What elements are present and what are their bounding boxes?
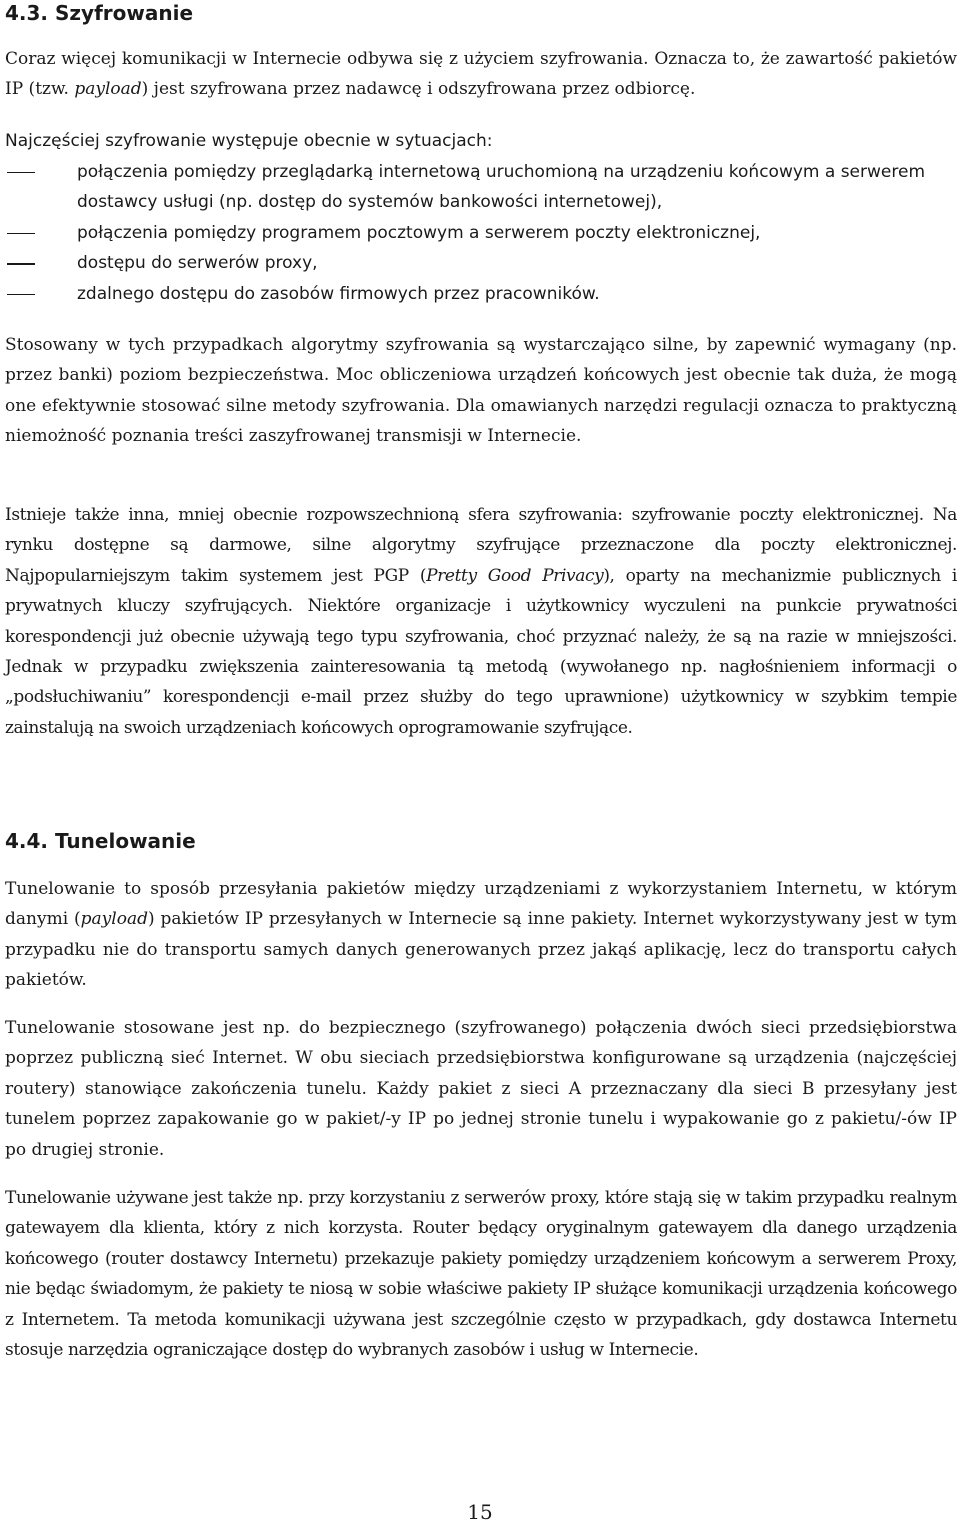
text-run: Coraz więcej komunikacji w Internecie odbywa się z użyciem szyfrowania. Oznacza to, że zawartość pakietów IP (tzw. bbox=[5, 49, 957, 100]
list-item-text: połączenia pomiędzy programem pocztowym a serwerem poczty elektronicznej, bbox=[77, 222, 761, 243]
paragraph-tunneling-definition bbox=[5, 874, 957, 996]
heading-encryption: 4.3. Szyfrowanie bbox=[5, 1, 194, 25]
italic-term-payload: payload bbox=[80, 909, 148, 930]
list-item-text: dostępu do serwerów proxy, bbox=[77, 253, 318, 274]
paragraph-tunneling-proxy: Tunelowanie używane jest także np. przy korzystaniu z serwerów proxy, które stają się w takim przypadku realnym gatewayem dla klienta, który z nich korzysta. Router będący oryginalnym gatewayem dla danego urządzenia końcowego (router dostawcy Internetu) przekazuje pakiety pomiędzy urządzeniem końcowym a serwerem Proxy, nie będąc świadomym, że pakiety te niosą w sobie właściwe pakiety IP służące komunikacji urządzenia końcowego z Internetem. Ta metoda komunikacji używana jest szczególnie często w przypadkach, gdy dostawca Internetu stosuje narzędzia ograniczające dostęp do wybranych zasobów i usług w Internecie. bbox=[5, 1188, 957, 1361]
list-item-text: połączenia pomiędzy przeglądarką internetową uruchomioną na urządzeniu końcowym a serwerem dostawcy usługi (np. dostęp do systemów bankowości internetowej), bbox=[77, 162, 925, 213]
list-intro: Najczęściej szyfrowanie występuje obecnie w sytuacjach: bbox=[5, 131, 493, 151]
text-run: Tunelowanie to sposób przesyłania pakietów między urządzeniami z wykorzystaniem Internetu, w którym danymi ( bbox=[5, 879, 957, 930]
list-item bbox=[5, 218, 957, 248]
dash-bullet-icon bbox=[7, 263, 35, 264]
paragraph-encryption-strength: Stosowany w tych przypadkach algorytmy szyfrowania są wystarczająco silne, by zapewnić wymagany (np. przez banki) poziom bezpieczeństwa. Moc obliczeniowa urządzeń końcowych jest obecnie tak duża, że mogą one efektywnie stosować silne metody szyfrowania. Dla omawianych narzędzi regulacji oznacza to praktyczną niemożność poznania treści zaszyfrowanej transmisji w Internecie. bbox=[5, 335, 957, 447]
dash-bullet-icon bbox=[7, 294, 35, 295]
encryption-situations-list bbox=[5, 157, 957, 309]
paragraph-tunneling-usage: Tunelowanie stosowane jest np. do bezpiecznego (szyfrowanego) połączenia dwóch sieci przedsiębiorstwa poprzez publiczną sieć Internet. W obu sieciach przedsiębiorstwa konfigurowane są urządzenia (najczęściej routery) stanowiące zakończenia tunelu. Każdy pakiet z sieci A przeznaczany dla sieci B przesyłany jest tunelem poprzez zapakowanie go w pakiet/-y IP po jednej stronie tunelu i wypakowanie go z pakietu/-ów IP po drugiej stronie. bbox=[5, 1018, 957, 1160]
text-run: ), oparty na mechanizmie publicznych i prywatnych kluczy szyfrujących. Niektóre organizacje i użytkownicy wyczuleni na punkcie prywatności korespondencji już obecnie używają tego typu szyfrowania, choć przyznać należy, że są na razie w mniejszości. Jednak w przypadku zwiększenia zainteresowania tą metodą (wywołanego np. nagłośnieniem informacji o „podsłuchiwaniu” korespondencji e-mail przez służby do tego uprawnione) użytkownicy w szybkim tempie zainstalują na swoich urządzeniach końcowych oprogramowanie szyfrujące. bbox=[5, 565, 957, 738]
list-item bbox=[5, 279, 957, 309]
text-run: ) jest szyfrowana przez nadawcę i odszyfrowana przez odbiorcę. bbox=[141, 79, 696, 100]
page-number: 15 bbox=[467, 1500, 493, 1524]
text-run: Istnieje także inna, mniej obecnie rozpowszechnioną sfera szyfrowania: szyfrowanie poczty elektronicznej. Na rynku dostępne są darmowe, silne algorytmy szyfrujące przeznaczone dla poczty elektronicznej. Najpopularniejszym takim systemem jest PGP ( bbox=[5, 505, 957, 586]
list-item bbox=[5, 157, 957, 218]
italic-term-pgp: Pretty Good Privacy bbox=[426, 565, 604, 586]
heading-tunneling: 4.4. Tunelowanie bbox=[5, 829, 196, 853]
list-item-text: zdalnego dostępu do zasobów firmowych przez pracowników. bbox=[77, 283, 600, 304]
text-run: ) pakietów IP przesyłanych w Internecie są inne pakiety. Internet wykorzystywany jest w tym przypadku nie do transportu samych danych generowanych przez jakąś aplikację, lecz do transportu całych pakietów. bbox=[5, 909, 957, 991]
paragraph-email-encryption bbox=[5, 500, 957, 743]
dash-bullet-icon bbox=[7, 233, 35, 234]
dash-bullet-icon bbox=[7, 172, 35, 173]
list-item bbox=[5, 248, 957, 278]
paragraph-encryption-intro bbox=[5, 44, 957, 105]
italic-term-payload: payload bbox=[74, 79, 142, 100]
